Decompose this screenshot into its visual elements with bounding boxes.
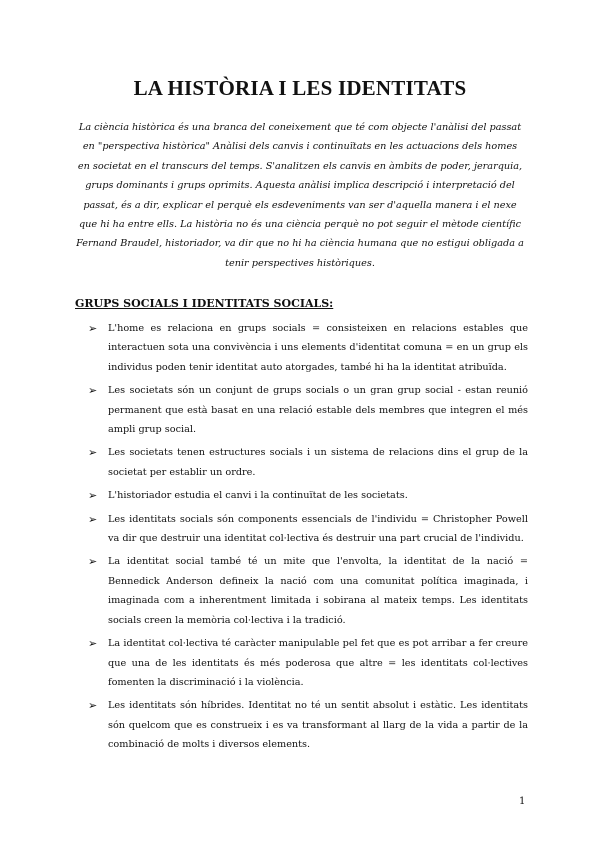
list-item-text: La identitat social també té un mite que l'envolta, la identitat de la nació = Bennedick Anderson defineix la nació com una comunitat política imaginada, i imaginada com a inherentment limitada i sobirana al mateix temps. Les identitats socials creen la memòria col·lectiva i la tradició. bbox=[108, 556, 528, 626]
intro-quote: Fernand Braudel, historiador, va dir que no hi ha ciència humana que no estigui obligada a tenir perspectives històriques. bbox=[76, 238, 524, 269]
list-item bbox=[88, 443, 528, 482]
list-item bbox=[88, 319, 528, 377]
list-item-text: Les societats són un conjunt de grups socials o un gran grup social - estan reunió permanent que està basat en una relació estable dels membres que integren el més ampli grup social. bbox=[108, 385, 528, 436]
list-item bbox=[88, 696, 528, 754]
list-item-text: L'historiador estudia el canvi i la continuïtat de les societats. bbox=[108, 490, 408, 502]
list-item-text: Les identitats són híbrides. Identitat no té un sentit absolut i estàtic. Les identitats són quelcom que es construeix i es va transformant al llarg de la vida a partir de la combinació de molts i diversos elements. bbox=[108, 700, 528, 751]
arrow-bullet-icon: ➢ bbox=[88, 555, 98, 569]
arrow-bullet-icon: ➢ bbox=[88, 446, 98, 460]
list-item-text: Les identitats socials són components essencials de l'individu = Christopher Powell va dir que destruir una identitat col·lectiva és destruir una part crucial de l'individu. bbox=[108, 513, 528, 545]
list-item-text: L'home es relaciona en grups socials = consisteixen en relacions estables que interactuen sota una convivència i uns elements d'identitat comuna = en un grup els individus poden tenir identitat auto atorgades, també hi ha la identitat atribuïda. bbox=[108, 323, 528, 373]
intro-paragraph bbox=[76, 118, 524, 273]
list-item bbox=[88, 381, 528, 439]
list-item bbox=[88, 552, 528, 630]
arrow-bullet-icon: ➢ bbox=[88, 699, 98, 713]
list-item-text: La identitat col·lectiva té caràcter manipulable pel fet que es pot arribar a fer creure que una de les identitats és més poderosa que altre = les identitats col·lectives fomenten la discriminació i la violència. bbox=[108, 638, 528, 688]
arrow-bullet-icon: ➢ bbox=[88, 512, 98, 526]
intro-text: La ciència històrica és una branca del coneixement que té com objecte l'anàlisi del passat en "perspectiva històrica" Anàlisi dels canvis i continuïtats en les actuacions dels homes en societat en el transcurs del temps. S'analitzen els canvis en àmbits de poder, jerarquia, grups dominants i grups oprimits. Aquesta anàlisi implica descripció i interpretació del passat, és a dir, explicar el perquè els esdeveniments van ser d'aquella manera i el nexe que hi ha entre ells. La història no és una ciència perquè no pot seguir el mètode científic bbox=[77, 122, 523, 231]
bullet-list bbox=[88, 319, 528, 759]
arrow-bullet-icon: ➢ bbox=[88, 384, 98, 398]
list-item bbox=[88, 486, 528, 505]
arrow-bullet-icon: ➢ bbox=[88, 489, 98, 503]
page-number: 1 bbox=[519, 796, 526, 807]
arrow-bullet-icon: ➢ bbox=[88, 637, 98, 651]
section-heading: GRUPS SOCIALS I IDENTITATS SOCIALS: bbox=[75, 297, 334, 310]
page-title: LA HISTÒRIA I LES IDENTITATS bbox=[133, 76, 467, 100]
list-item-text: Les societats tenen estructures socials i un sistema de relacions dins el grup de la societat per establir un ordre. bbox=[108, 447, 528, 478]
arrow-bullet-icon: ➢ bbox=[88, 322, 98, 335]
list-item bbox=[88, 510, 528, 549]
list-item bbox=[88, 634, 528, 692]
